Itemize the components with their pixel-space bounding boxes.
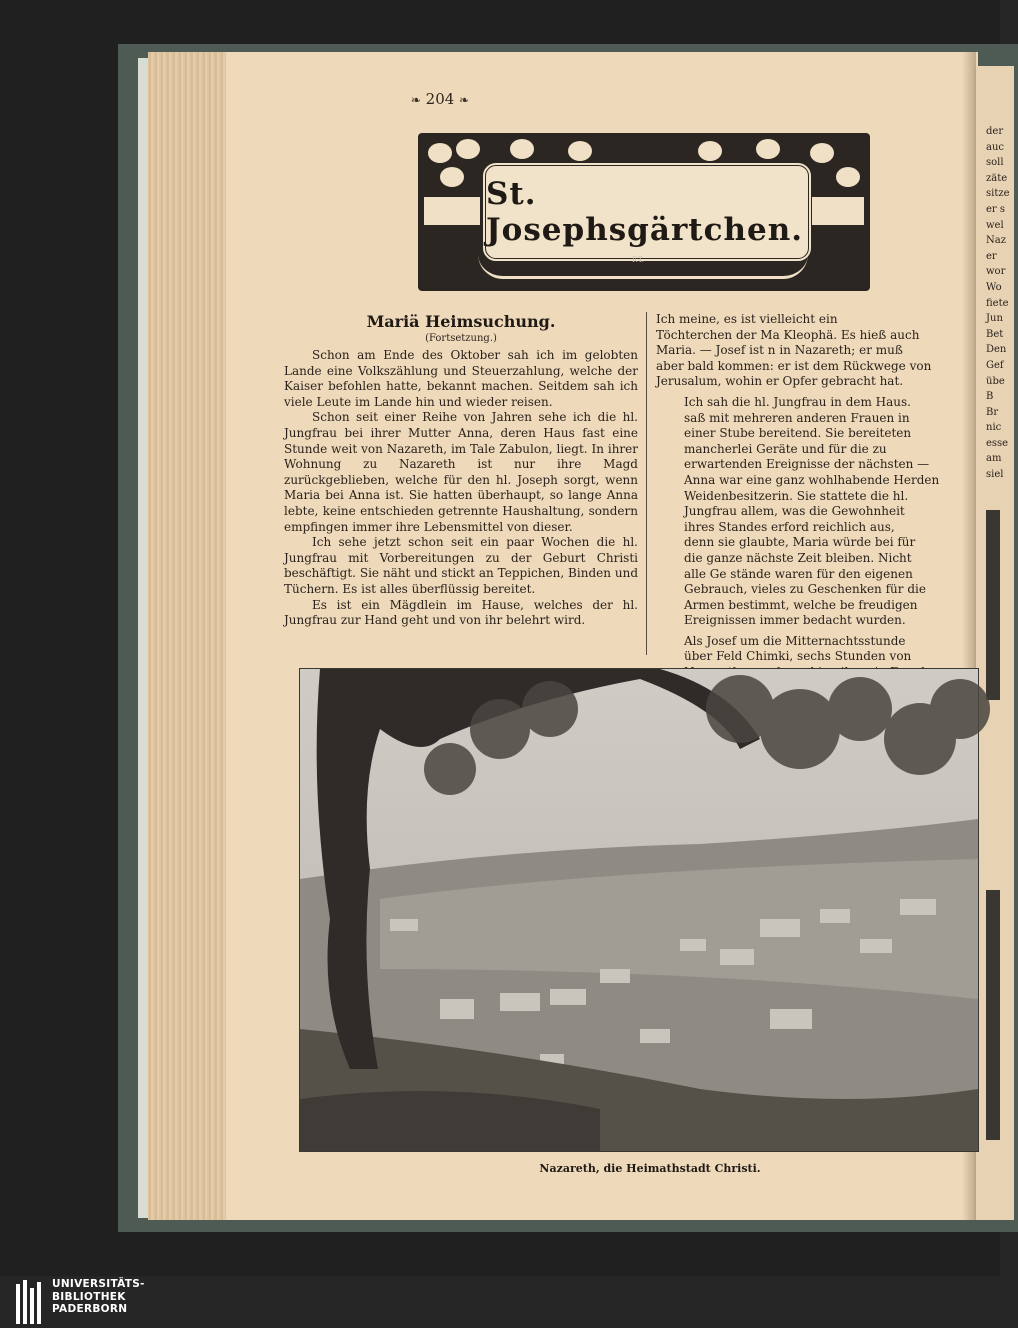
next-page-fragment: Jun xyxy=(986,313,1003,325)
text-line: mancherlei Geräte und für die zu xyxy=(684,441,887,456)
text-line: einer Stube bereitend. Sie bereiteten xyxy=(684,426,912,441)
nazareth-photo xyxy=(299,668,979,1152)
text-line: die ganze nächste Zeit bleiben. Nicht xyxy=(684,550,912,565)
footer-bar xyxy=(0,1276,1000,1328)
next-page-text xyxy=(986,124,1010,483)
next-page-image-top xyxy=(986,510,1000,700)
rose-icon xyxy=(428,143,452,163)
text-line: ihres Standes erford reichlich aus, xyxy=(684,519,895,534)
library-name-line: UNIVERSITÄTS- xyxy=(52,1278,145,1290)
rose-icon xyxy=(756,139,780,159)
article-paragraph: Schon seit einer Reihe von Jahren sehe ich die hl. Jungfrau bei ihrer Mutter Anna, deren Haus fast eine Stunde weit von Nazareth, im Tale Zabulon, liegt. In ihrer Wohnung zu Nazareth ist nur ihre Magd zurückgeblieben, welche für den hl. Joseph sorgt, wenn Maria bei Anna ist. Sie hatten überhaupt, so lange Anna lebte, keine entschieden getrennte Haushaltung, sondern empfingen immer ihre Lebensmittel von dieser. xyxy=(284,410,638,534)
library-name xyxy=(52,1278,145,1316)
next-page-fragment: übe xyxy=(986,375,1005,387)
rose-icon xyxy=(456,139,480,159)
text-line: alle Ge stände waren für den eigenen xyxy=(684,566,913,581)
article-subtitle: (Fortsetzung.) xyxy=(425,333,497,344)
artist-signature: F.T. xyxy=(632,256,644,264)
page-number-line xyxy=(0,90,880,108)
text-line: Jungfrau allem, was die Gewohnheit xyxy=(684,504,905,519)
next-page-fragment: wel xyxy=(986,219,1004,231)
next-page-fragment: fiete xyxy=(986,297,1009,309)
text-line: saß mit mehreren anderen Frauen in xyxy=(684,410,910,425)
text-line: Ich meine, es ist vielleicht ein xyxy=(656,312,838,326)
article-paragraph: Schon am Ende des Oktober sah ich im gelobten Lande eine Volkszählung und Steuerzahlung, welche der Kaiser befohlen hatte, bekannt machen. Seitdem sah ich viele Leute im Lande hin und wieder reisen. xyxy=(284,348,638,409)
text-line: denn sie glaubte, Maria würde bei für xyxy=(684,535,916,550)
rose-icon xyxy=(810,143,834,163)
next-page-fragment: der xyxy=(986,126,1004,137)
next-page-fragment: Naz xyxy=(986,235,1006,247)
ornament-right-icon: ❧ xyxy=(459,93,470,107)
library-name-line: BIBLIOTHEK xyxy=(52,1290,126,1303)
library-name-line: PADERBORN xyxy=(52,1303,128,1315)
text-line: Jerusalum, wohin er Opfer gebracht hat. xyxy=(656,374,904,389)
next-page-fragment: Bet xyxy=(986,328,1004,340)
text-line: über Feld Chimki, sechs Stunden von xyxy=(684,649,912,664)
header-band-left xyxy=(424,197,480,225)
text-line: Ereignissen immer bedacht wurden. xyxy=(684,613,906,628)
library-logo-icon xyxy=(16,1280,46,1324)
next-page-fragment: Wo xyxy=(986,281,1002,293)
article-column-left xyxy=(284,312,638,629)
next-page-fragment: sitze xyxy=(986,188,1010,200)
article-paragraph xyxy=(656,395,976,629)
rose-icon xyxy=(510,139,534,159)
text-line: erwartenden Ereignisse der nächsten — xyxy=(684,457,930,472)
text-line: Armen bestimmt, welche be freudigen xyxy=(684,597,918,612)
rose-icon xyxy=(836,167,860,187)
header-title-panel xyxy=(482,162,812,262)
next-page-fragment: Den xyxy=(986,344,1007,356)
text-line: Als Josef um die Mitternachtsstunde xyxy=(684,633,906,648)
text-line: aber bald kommen: er ist dem Rückwege von xyxy=(656,358,932,373)
next-page-fragment: zäte xyxy=(986,172,1008,184)
text-line: Anna war eine ganz wohlhabende Herden xyxy=(684,472,940,487)
article-paragraph: Ich sehe jetzt schon seit ein paar Wochen die hl. Jungfrau mit Vorbereitungen zu der Geburt Christi beschäftigt. Sie näht und stickt an Teppichen, Binden und Tüchern. Es ist alles überflüssig bereitet. xyxy=(284,535,638,596)
rose-icon xyxy=(698,141,722,161)
ornament-left-icon: ❧ xyxy=(410,93,421,107)
rose-icon xyxy=(440,167,464,187)
header-band-right xyxy=(808,197,864,225)
next-page-fragment: Br xyxy=(986,406,999,418)
rose-icon xyxy=(568,141,592,161)
next-page-fragment: er s xyxy=(986,203,1006,215)
next-page-fragment: Gef xyxy=(986,359,1004,371)
next-page-fragment: esse xyxy=(986,437,1009,449)
article-paragraph: Es ist ein Mägdlein im Hause, welches der hl. Jungfrau zur Hand geht und von ihr belehrt wird. xyxy=(284,597,638,628)
page-number: 204 xyxy=(425,90,455,108)
next-page-fragment: auc xyxy=(986,141,1005,153)
photo-caption: Nazareth, die Heimathstadt Christi. xyxy=(539,1162,761,1175)
text-line: Ich sah die hl. Jungfrau in dem Haus. xyxy=(684,394,911,409)
article-title: Mariä Heimsuchung. xyxy=(366,312,556,331)
next-page-fragment: wor xyxy=(986,266,1006,278)
text-line: Gebrauch, vieles zu Geschenken für die xyxy=(684,582,926,597)
header-title: St. Josephsgärtchen. xyxy=(486,176,804,248)
next-page-fragment: nic xyxy=(986,422,1002,434)
next-page-fragment: siel xyxy=(986,469,1004,481)
next-page-fragment: er xyxy=(986,250,997,262)
text-line: Weidenbesitzerin. Sie stattete die hl. xyxy=(684,488,909,503)
text-line: Töchterchen der Ma Kleophä. Es hieß auch xyxy=(656,327,920,342)
next-page-image-bottom xyxy=(986,890,1000,1140)
page-edges xyxy=(148,52,230,1220)
next-page-fragment: soll xyxy=(986,157,1004,169)
next-page-fragment: am xyxy=(986,453,1002,465)
landscape-image xyxy=(300,669,978,1151)
next-page-fragment: B xyxy=(986,391,994,403)
column-divider xyxy=(646,312,647,655)
text-line: Maria. — Josef ist n in Nazareth; er muß xyxy=(656,343,903,358)
article-column-right xyxy=(656,312,976,664)
article-paragraph xyxy=(656,312,976,390)
